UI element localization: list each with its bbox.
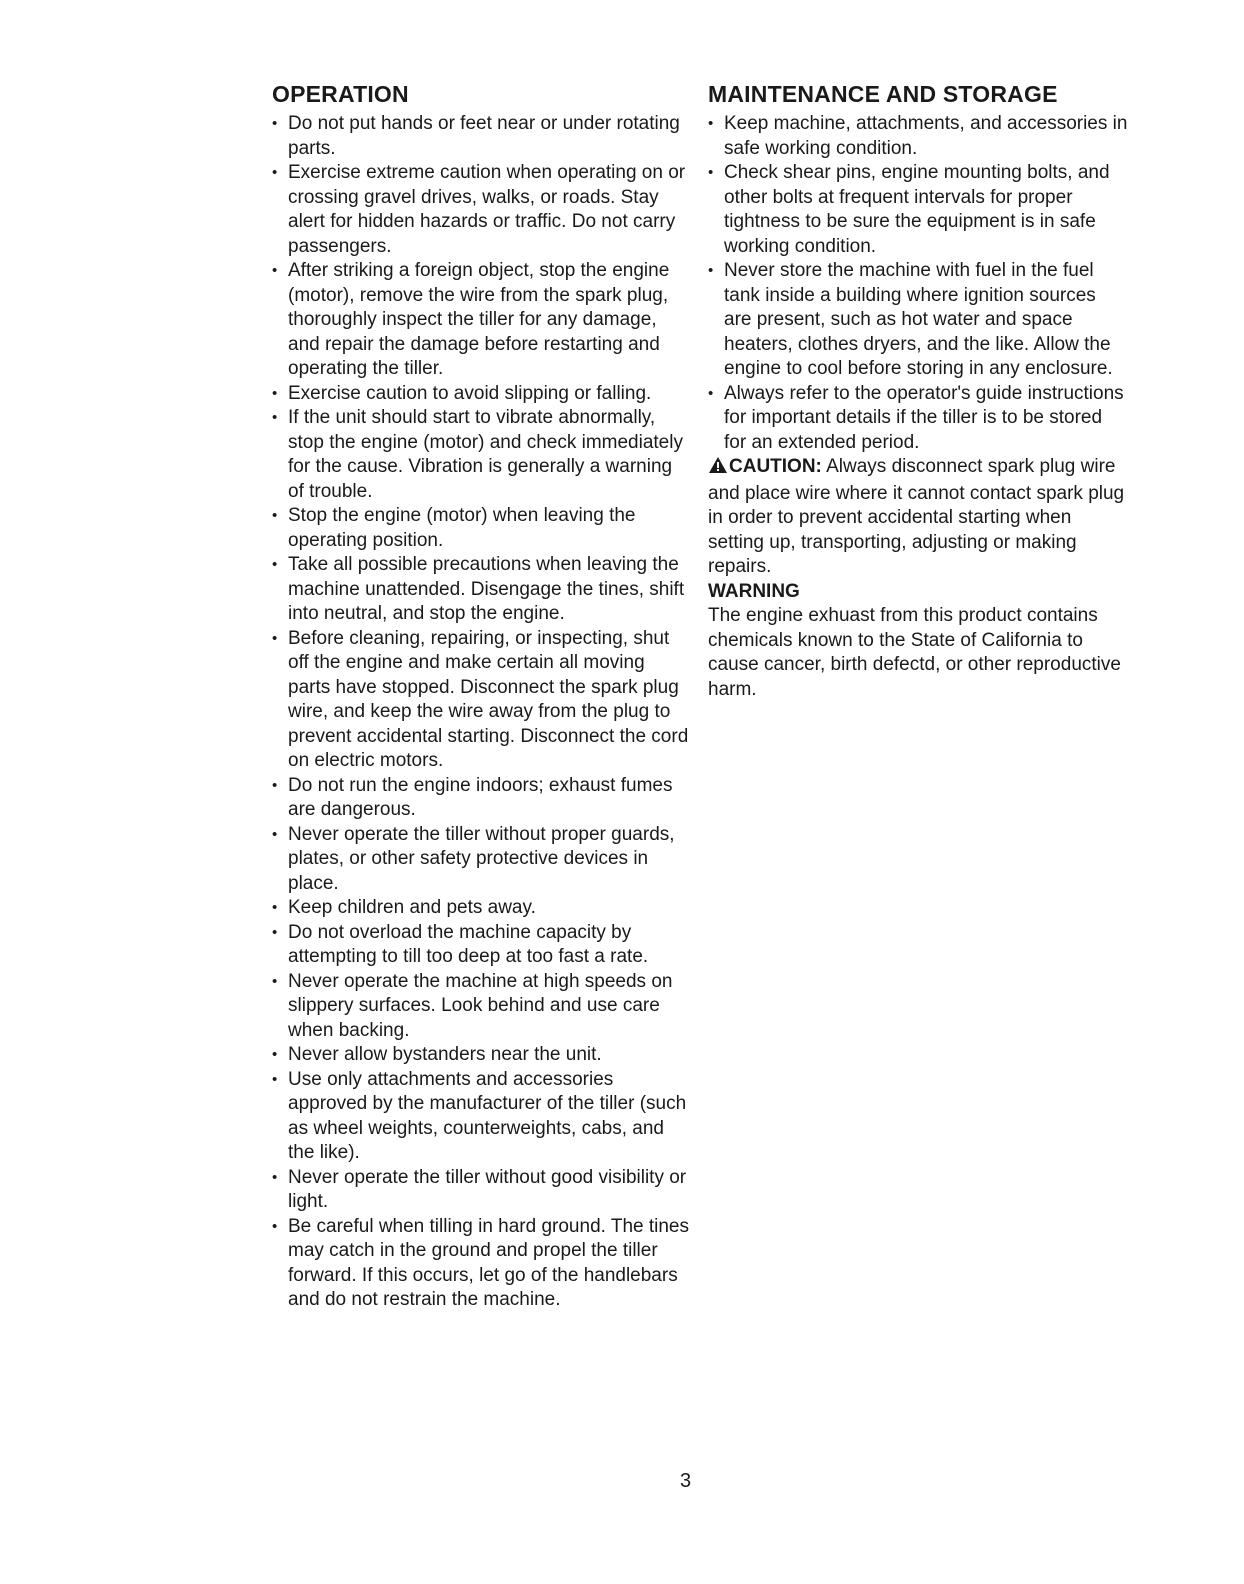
operation-item — [272, 553, 690, 627]
maintenance-section — [708, 80, 1128, 702]
operation-item-text: If the unit should start to vibrate abnormally, stop the engine (motor) and check immediately for the cause. Vibration is generally a warning of trouble. — [288, 407, 683, 502]
bullet-icon: • — [272, 1070, 278, 1088]
operation-item — [272, 406, 690, 504]
bullet-icon: • — [272, 923, 278, 941]
caution-notice — [708, 455, 1128, 580]
warning-triangle-icon — [708, 456, 728, 482]
caution-label: CAUTION: — [729, 456, 822, 477]
operation-item — [272, 823, 690, 897]
operation-section — [272, 80, 690, 1313]
bullet-icon: • — [272, 629, 278, 647]
operation-item — [272, 970, 690, 1044]
operation-item — [272, 921, 690, 970]
operation-item-text: Exercise extreme caution when operating on or crossing gravel drives, walks, or roads. Stay alert for hidden hazards or traffic. Do not carry passengers. — [288, 162, 686, 257]
operation-item — [272, 112, 690, 161]
operation-item — [272, 627, 690, 774]
operation-item-text: After striking a foreign object, stop the engine (motor), remove the wire from the spark plug, thoroughly inspect the tiller for any damage, and repair the damage before restarting and operating the tiller. — [288, 260, 670, 379]
page-number: 3 — [680, 1470, 692, 1492]
maintenance-item — [708, 161, 1128, 259]
bullet-icon: • — [272, 409, 278, 426]
maintenance-item-text: Never store the machine with fuel in the fuel tank inside a building where ignition sources are present, such as hot water and space heaters, clothes dryers, and the like. Allow the engine to cool before storing in any enclosure. — [724, 260, 1113, 379]
bullet-icon: • — [272, 1217, 278, 1235]
bullet-icon: • — [272, 972, 278, 990]
bullet-icon: • — [272, 556, 278, 573]
operation-item-text: Be careful when tilling in hard ground. The tines may catch in the ground and propel the tiller forward. If this occurs, let go of the handlebars and do not restrain the machine. — [288, 1215, 690, 1310]
operation-item-text: Never allow bystanders near the unit. — [288, 1044, 602, 1065]
bullet-icon: • — [272, 1046, 278, 1063]
bullet-icon: • — [272, 1168, 278, 1186]
operation-list — [272, 112, 690, 1313]
bullet-icon: • — [272, 164, 278, 181]
operation-item-text: Never operate the tiller without good visibility or light. — [288, 1166, 687, 1212]
maintenance-item — [708, 382, 1128, 456]
bullet-icon: • — [708, 115, 714, 132]
maintenance-list — [708, 112, 1128, 455]
maintenance-heading: MAINTENANCE AND STORAGE — [708, 81, 1058, 107]
operation-item-text: Never operate the machine at high speeds on slippery surfaces. Look behind and use care when backing. — [288, 970, 673, 1041]
bullet-icon: • — [272, 262, 278, 279]
operation-item — [272, 382, 690, 407]
operation-item — [272, 896, 690, 921]
caution-text: Always disconnect spark plug wire and place wire where it cannot contact spark plug in order to prevent accidental starting when setting up, transporting, adjusting or making repairs. — [708, 456, 1125, 577]
maintenance-item-text: Check shear pins, engine mounting bolts, and other bolts at frequent intervals for proper tightness to be sure the equipment is in safe working condition. — [724, 162, 1110, 257]
operation-item-text: Do not overload the machine capacity by attempting to till too deep at too fast a rate. — [288, 921, 649, 967]
operation-item-text: Do not put hands or feet near or under rotating parts. — [288, 113, 680, 159]
operation-item-text: Do not run the engine indoors; exhaust fumes are dangerous. — [288, 774, 673, 820]
operation-item — [272, 774, 690, 823]
bullet-icon: • — [272, 384, 278, 402]
operation-item-text: Keep children and pets away. — [288, 897, 536, 918]
bullet-icon: • — [708, 384, 714, 402]
operation-heading: OPERATION — [272, 81, 409, 107]
maintenance-item — [708, 112, 1128, 161]
bullet-icon: • — [272, 899, 278, 916]
operation-item-text: Never operate the tiller without proper guards, plates, or other safety protective devices in place. — [288, 823, 675, 894]
operation-item — [272, 1215, 690, 1313]
operation-item — [272, 161, 690, 259]
bullet-icon: • — [272, 825, 278, 843]
maintenance-item — [708, 259, 1128, 382]
bullet-icon: • — [272, 776, 278, 794]
operation-item — [272, 1068, 690, 1166]
bullet-icon: • — [272, 507, 278, 524]
operation-item-text: Before cleaning, repairing, or inspecting, shut off the engine and make certain all moving parts have stopped. Disconnect the spark plug wire, and keep the wire away from the plug to prevent accidental starting. Disconnect the cord on electric motors. — [288, 627, 689, 771]
operation-item-text: Use only attachments and accessories approved by the manufacturer of the tiller (such as wheel weights, counterweights, cabs, and the like). — [288, 1068, 687, 1163]
maintenance-item-text: Always refer to the operator's guide instructions for important details if the tiller is to be stored for an extended period. — [724, 382, 1124, 453]
operation-item — [272, 1166, 690, 1215]
bullet-icon: • — [708, 262, 714, 279]
warning-heading: WARNING — [708, 580, 800, 602]
operation-item — [272, 259, 690, 382]
operation-item — [272, 1043, 690, 1068]
operation-item — [272, 504, 690, 553]
bullet-icon: • — [272, 115, 278, 132]
warning-text: The engine exhuast from this product contains chemicals known to the State of California to cause cancer, birth defectd, or other reproductive harm. — [708, 605, 1121, 700]
operation-item-text: Stop the engine (motor) when leaving the operating position. — [288, 505, 636, 551]
operation-item-text: Take all possible precautions when leaving the machine unattended. Disengage the tines, shift into neutral, and stop the engine. — [288, 554, 685, 624]
maintenance-item-text: Keep machine, attachments, and accessories in safe working condition. — [724, 113, 1128, 159]
operation-item-text: Exercise caution to avoid slipping or falling. — [288, 382, 652, 404]
bullet-icon: • — [708, 164, 714, 181]
